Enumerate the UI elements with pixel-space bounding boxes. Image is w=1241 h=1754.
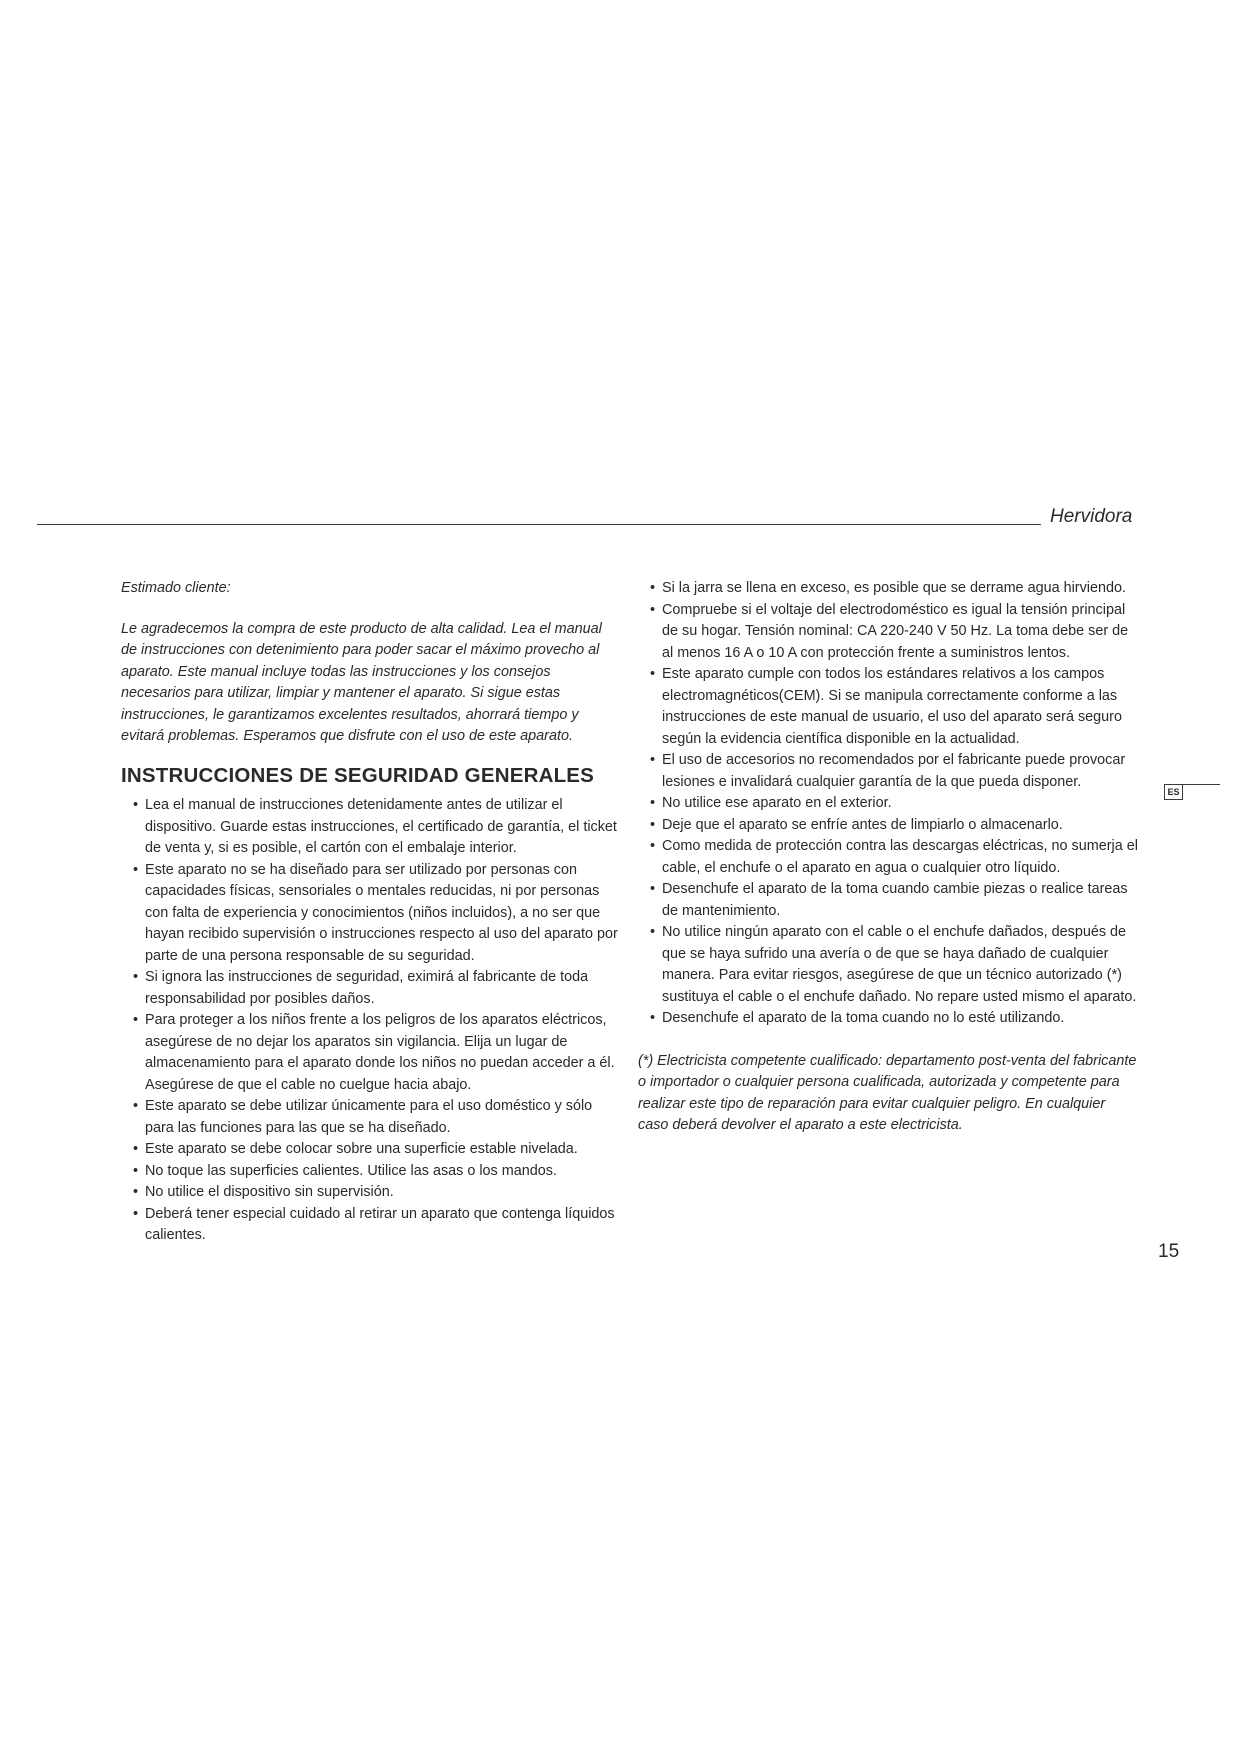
list-item-text: El uso de accesorios no recomendados por el fabricante puede provocar lesiones e invalidará cualquier garantía de la que pueda disponer. (662, 752, 1126, 790)
language-tab-line (1183, 784, 1220, 785)
bullet-icon: • (650, 795, 656, 811)
list-item (121, 1182, 621, 1204)
list-item-text: Deje que el aparato se enfríe antes de limpiarlo o almacenarlo. (662, 816, 1063, 833)
list-item-text: Compruebe si el voltaje del electrodoméstico es igual la tensión principal de su hogar. Tensión nominal: CA 220-240 V 50 Hz. La toma debe ser de al menos 16 A o 10 A con protección frente a suministros lentos. (662, 601, 1129, 661)
list-item (121, 860, 621, 968)
list-item (638, 836, 1138, 879)
list-item (121, 1096, 621, 1139)
bullet-icon: • (650, 752, 656, 768)
list-item (121, 795, 621, 860)
bullet-icon: • (133, 1141, 139, 1157)
left-column (121, 578, 621, 1247)
header-title: Hervidora (1050, 506, 1133, 527)
list-item-text: Desenchufe el aparato de la toma cuando no lo esté utilizando. (662, 1010, 1065, 1026)
bullet-icon: • (650, 816, 656, 833)
list-item-text: Este aparato se debe utilizar únicamente para el uso doméstico y sólo para las funciones para las que se ha diseñado. (145, 1098, 593, 1136)
bullet-icon: • (133, 797, 139, 813)
list-item (638, 879, 1138, 922)
bullet-icon: • (133, 1184, 139, 1200)
language-tab (1164, 780, 1222, 800)
safety-list-left (121, 795, 621, 1247)
list-item-text: Desenchufe el aparato de la toma cuando cambie piezas o realice tareas de mantenimiento. (662, 881, 1128, 919)
list-item-text: Lea el manual de instrucciones detenidamente antes de utilizar el dispositivo. Guarde estas instrucciones, el certificado de garantía, el ticket de venta y, si es posible, el cartón con el embalaje interior. (145, 797, 617, 856)
bullet-icon: • (650, 881, 656, 897)
intro-text: Le agradecemos la compra de este producto de alta calidad. Lea el manual de instrucciones con detenimiento para poder sacar el máximo provecho al aparato. Este manual incluye todas las instrucciones y los consejos necesarios para utilizar, limpiar y mantener el aparato. Si sigue estas instrucciones, le garantizamos excelentes resultados, ahorrará tiempo y evitará problemas. Esperamos que disfrute con el uso de este aparato. (121, 620, 602, 744)
bullet-icon: • (650, 1010, 656, 1026)
list-item (638, 664, 1138, 750)
bullet-icon: • (650, 924, 656, 940)
list-item (638, 578, 1138, 600)
list-item-text: Si ignora las instrucciones de seguridad, eximirá al fabricante de toda responsabilidad por posibles daños. (145, 969, 589, 1007)
list-item-text: Si la jarra se llena en exceso, es posible que se derrame agua hirviendo. (662, 580, 1126, 596)
list-item (638, 600, 1138, 665)
list-item (121, 967, 621, 1010)
list-item (121, 1010, 621, 1096)
bullet-icon: • (650, 838, 656, 854)
list-item-text: Para proteger a los niños frente a los peligros de los aparatos eléctricos, asegúrese de no dejar los aparatos sin vigilancia. Elija un lugar de almacenamiento para el aparato donde los niños no puedan acceder a él. Asegúrese de que el cable no cuelgue hacia abajo. (145, 1012, 615, 1093)
footnote: (*) Electricista competente cualificado: departamento post-venta del fabricante o importador o cualquier persona cualificada, autorizada y competente para realizar este tipo de reparación para evitar cualquier peligro. En cualquier caso deberá devolver el aparato a este electricista. (638, 1052, 1137, 1133)
bullet-icon: • (133, 1205, 139, 1222)
list-item-text: No utilice ese aparato en el exterior. (662, 795, 892, 811)
list-item-text: Este aparato cumple con todos los estándares relativos a los campos electromagnéticos(CEM). Si se manipula correctamente conforme a las instrucciones de este manual de usuario, el uso del aparato será seguro según la evidencia científica disponible en la actualidad. (662, 666, 1122, 747)
list-item (638, 815, 1138, 837)
list-item (121, 1139, 621, 1161)
list-item-text: No utilice el dispositivo sin supervisión. (145, 1184, 394, 1200)
list-item-text: Deberá tener especial cuidado al retirar un aparato que contenga líquidos calientes. (145, 1205, 615, 1243)
bullet-icon: • (133, 969, 139, 985)
intro-greeting: Estimado cliente: (121, 580, 231, 596)
bullet-icon: • (133, 1162, 139, 1179)
language-label: ES (1164, 784, 1183, 800)
section-title: INSTRUCCIONES DE SEGURIDAD GENERALES (121, 763, 595, 787)
list-item (638, 750, 1138, 793)
list-item-text: Este aparato se debe colocar sobre una superficie estable nivelada. (145, 1141, 578, 1157)
bullet-icon: • (650, 601, 656, 618)
list-item (638, 922, 1138, 1008)
list-item (638, 793, 1138, 815)
list-item-text: Este aparato no se ha diseñado para ser utilizado por personas con capacidades físicas, sensoriales o mentales reducidas, ni por personas con falta de experiencia y conocimientos (niños incluidos), a no ser que hayan recibido supervisión o instrucciones respecto al uso del aparato por parte de una persona responsable de su seguridad. (145, 861, 618, 964)
list-item-text: Como medida de protección contra las descargas eléctricas, no sumerja el cable, el enchufe o el aparato en agua o cualquier otro líquido. (662, 838, 1138, 876)
bullet-icon: • (650, 666, 656, 682)
bullet-icon: • (133, 861, 139, 878)
list-item-text: No toque las superficies calientes. Utilice las asas o los mandos. (145, 1162, 557, 1179)
bullet-icon: • (133, 1012, 139, 1028)
safety-list-right (638, 578, 1138, 1030)
list-item (121, 1204, 621, 1247)
list-item-text: No utilice ningún aparato con el cable o el enchufe dañados, después de que se haya sufrido una avería o de que se haya dañado de cualquier manera. Para evitar riesgos, asegúrese de que un técnico autorizado (*) sustituya el cable o el enchufe dañado. No repare usted mismo el aparato. (662, 924, 1137, 1005)
list-item (638, 1008, 1138, 1030)
page-number: 15 (1158, 1241, 1180, 1262)
right-column (638, 578, 1138, 1137)
list-item (121, 1161, 621, 1183)
bullet-icon: • (133, 1098, 139, 1114)
bullet-icon: • (650, 580, 656, 596)
header-rule (37, 524, 1041, 525)
